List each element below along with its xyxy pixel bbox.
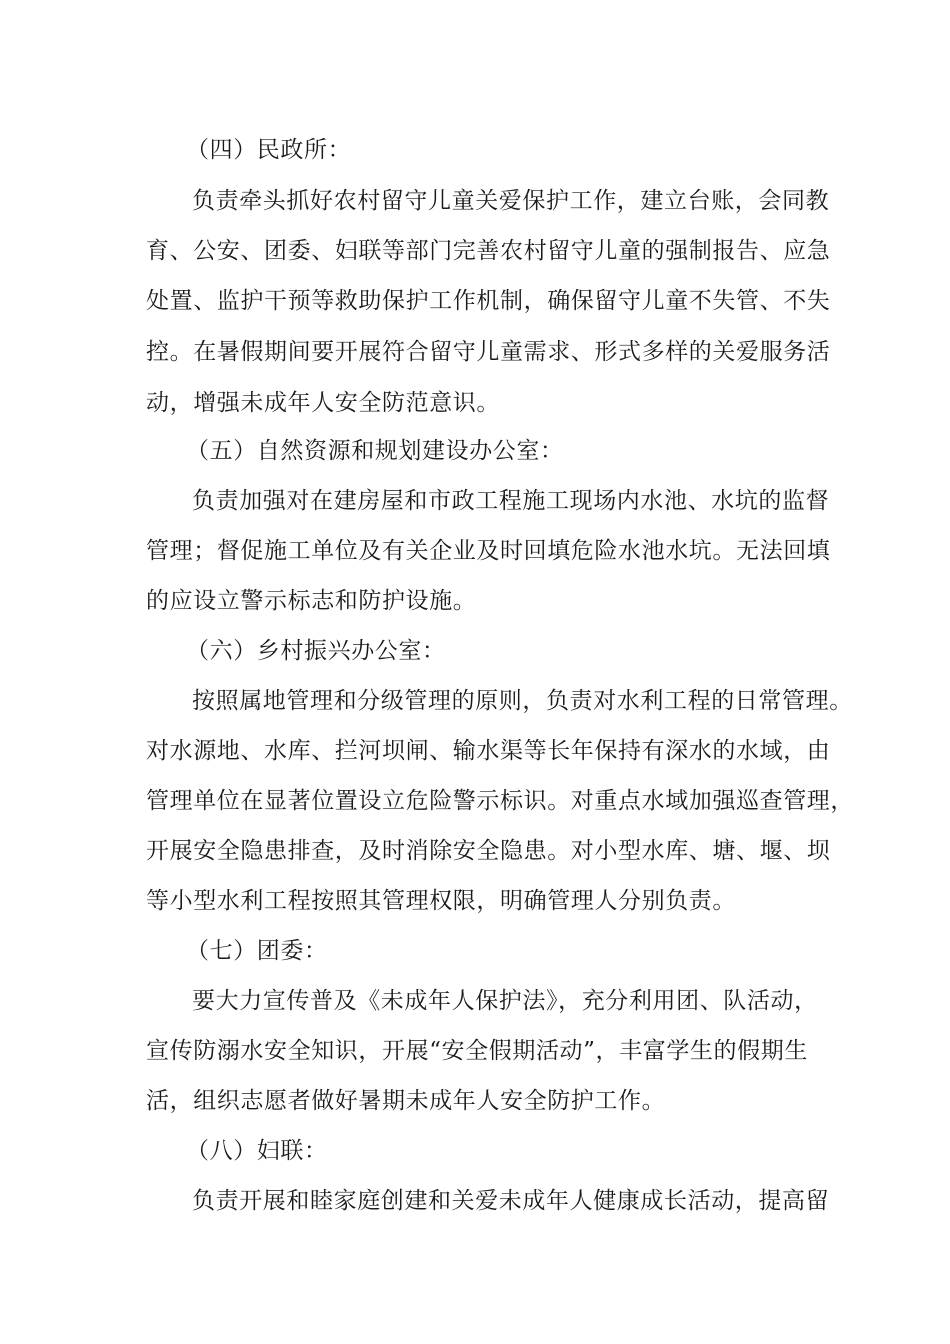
section-heading-civil-affairs: （四）民政所： — [186, 137, 352, 163]
paragraph-line: 按照属地管理和分级管理的原则，负责对水利工程的日常管理。 — [192, 688, 853, 714]
paragraph-line: 对水源地、水库、拦河坝闸、输水渠等长年保持有深水的水域，由 — [146, 738, 831, 764]
section-heading-rural-revitalization: （六）乡村振兴办公室： — [186, 638, 446, 664]
paragraph-line: 管理单位在显著位置设立危险警示标识。对重点水域加强巡查管理， — [146, 788, 854, 814]
paragraph-line: 开展安全隐患排查，及时消除安全隐患。对小型水库、塘、堰、坝 — [146, 838, 831, 864]
paragraph-line: 处置、监护干预等救助保护工作机制，确保留守儿童不失管、不失 — [146, 288, 831, 314]
section-heading-natural-resources: （五）自然资源和规划建设办公室： — [186, 438, 564, 464]
paragraph-line: 动，增强未成年人安全防范意识。 — [146, 390, 500, 416]
paragraph-line: 的应设立警示标志和防护设施。 — [146, 588, 477, 614]
paragraph-line: 控。在暑假期间要开展符合留守儿童需求、形式多样的关爱服务活 — [146, 339, 831, 365]
paragraph-line: 等小型水利工程按照其管理权限，明确管理人分别负责。 — [146, 888, 736, 914]
paragraph-line: 管理；督促施工单位及有关企业及时回填危险水池水坑。无法回填 — [146, 538, 831, 564]
paragraph-line: 宣传防溺水安全知识，开展“安全假期活动”，丰富学生的假期生 — [146, 1038, 808, 1064]
section-heading-youth-league: （七）团委： — [186, 938, 328, 964]
paragraph-line: 负责加强对在建房屋和市政工程施工现场内水池、水坑的监督 — [192, 488, 830, 514]
paragraph-line: 活，组织志愿者做好暑期未成年人安全防护工作。 — [146, 1088, 666, 1114]
paragraph-line: 负责牵头抓好农村留守儿童关爱保护工作，建立台账，会同教 — [192, 188, 830, 214]
paragraph-line: 育、公安、团委、妇联等部门完善农村留守儿童的强制报告、应急 — [146, 238, 831, 264]
paragraph-line: 要大力宣传普及《未成年人保护法》，充分利用团、队活动， — [192, 988, 818, 1014]
paragraph-line: 负责开展和睦家庭创建和关爱未成年人健康成长活动，提高留 — [192, 1188, 830, 1214]
section-heading-womens-federation: （八）妇联： — [186, 1138, 328, 1164]
